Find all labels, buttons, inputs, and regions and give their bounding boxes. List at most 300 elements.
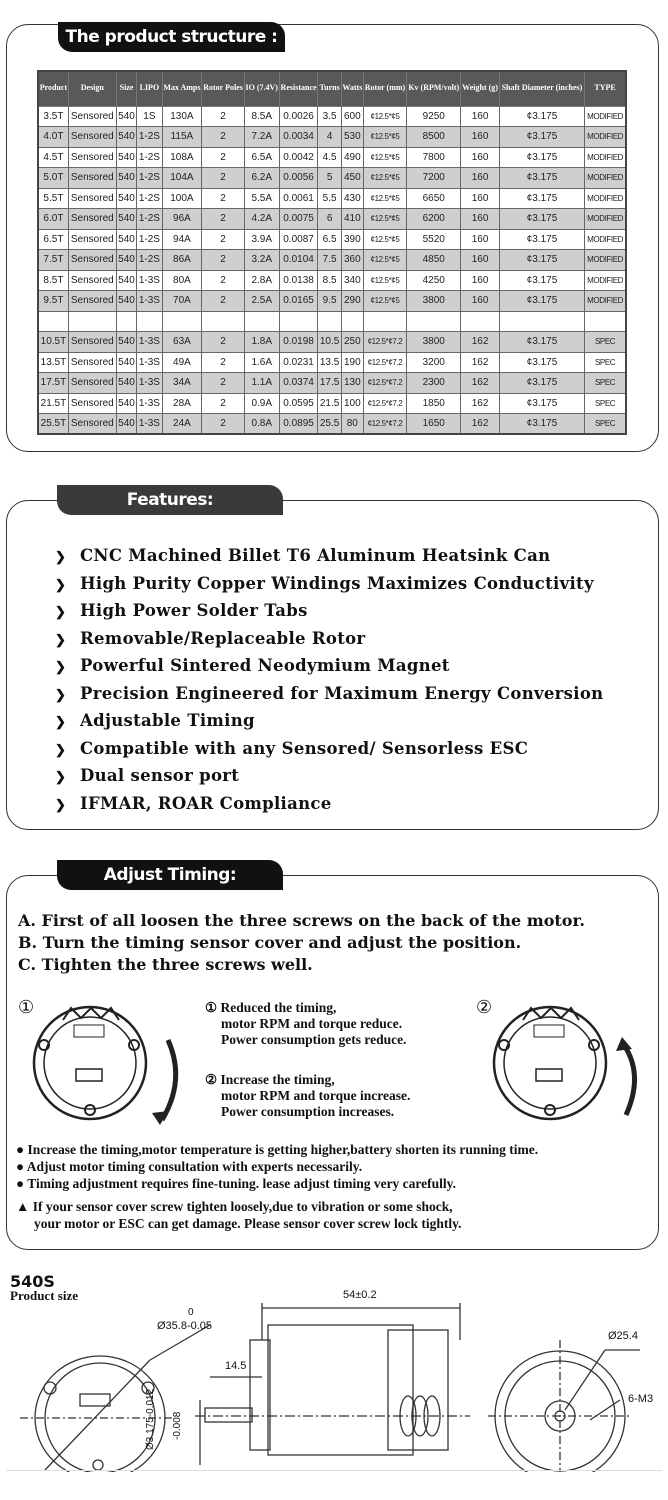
table-cell: 6200 [407, 209, 461, 230]
feature-text: High Power Solder Tabs [80, 601, 308, 620]
table-row [38, 352, 626, 373]
table-cell: ¢12.5*¢5 [363, 168, 406, 189]
table-cell: MODIFIED [585, 291, 626, 312]
model-label: 540S [10, 1272, 55, 1291]
table-cell: 4850 [407, 250, 461, 271]
marker-1: ① [18, 997, 35, 1017]
table-cell: 162 [461, 373, 499, 394]
table-cell: 9.5T [38, 291, 68, 312]
table-cell: 540 [116, 332, 137, 353]
table-cell: ¢3.175 [499, 352, 584, 373]
chevron-right-icon: ❯ [55, 550, 67, 565]
table-cell: 2 [202, 332, 244, 353]
table-cell: 5 [318, 168, 341, 189]
table-cell: MODIFIED [585, 188, 626, 209]
table-cell: 3200 [407, 352, 461, 373]
table-cell: ¢3.175 [499, 229, 584, 250]
table-cell: 1-2S [137, 127, 162, 148]
table-cell: ¢3.175 [499, 209, 584, 230]
table-cell: 8500 [407, 127, 461, 148]
table-header [38, 71, 626, 106]
table-cell: 5520 [407, 229, 461, 250]
table-cell: 1850 [407, 393, 461, 414]
table-cell: 0.0104 [279, 250, 318, 271]
column-header: Turns [318, 71, 341, 106]
table-cell: 540 [116, 270, 137, 291]
table-cell: SPEC [585, 373, 626, 394]
reduce-line-1: ① Reduced the timing, [205, 1000, 337, 1015]
column-header: TYPE [585, 71, 626, 106]
table-cell: ¢12.5*¢5 [363, 188, 406, 209]
table-cell: 162 [461, 393, 499, 414]
table-cell: 21.5 [318, 393, 341, 414]
table-cell: 6650 [407, 188, 461, 209]
table-cell: 28A [162, 393, 202, 414]
bottom-divider [6, 1470, 662, 1471]
table-cell: Sensored [68, 106, 116, 127]
table-cell: 162 [461, 414, 499, 435]
table-cell: 80A [162, 270, 202, 291]
table-cell: 162 [461, 332, 499, 353]
table-row [38, 209, 626, 230]
table-cell: MODIFIED [585, 147, 626, 168]
column-header: Max Amps [162, 71, 202, 106]
table-cell: 3800 [407, 291, 461, 312]
column-header: Watts [341, 71, 363, 106]
table-cell: 0.0895 [279, 414, 318, 435]
table-cell: 0.0042 [279, 147, 318, 168]
table-cell: ¢3.175 [499, 127, 584, 148]
table-cell: ¢12.5*¢7.2 [363, 352, 406, 373]
column-header: Product [38, 71, 68, 106]
table-cell: 0.0198 [279, 332, 318, 353]
table-row [38, 147, 626, 168]
dim-shaft-tol: -0.008 [172, 1411, 183, 1440]
table-cell: 6.5T [38, 229, 68, 250]
table-cell: 540 [116, 147, 137, 168]
table-cell: Sensored [68, 229, 116, 250]
reduce-line-2: motor RPM and torque reduce. [221, 1016, 403, 1031]
feature-item [55, 794, 332, 813]
motor-rear-reduce-illustration [28, 995, 188, 1125]
table-cell: ¢12.5*¢5 [363, 250, 406, 271]
table-cell: 430 [341, 188, 363, 209]
note-1: ● Increase the timing,motor temperature is getting higher,battery shorten its running time. [16, 1142, 539, 1157]
column-header: Weight (g) [461, 71, 499, 106]
table-cell: 2 [202, 250, 244, 271]
table-cell: 1S [137, 106, 162, 127]
table-cell: 115A [162, 127, 202, 148]
table-cell: Sensored [68, 373, 116, 394]
table-cell: 0.0165 [279, 291, 318, 312]
table-cell: ¢12.5*¢5 [363, 291, 406, 312]
table-cell: MODIFIED [585, 106, 626, 127]
table-cell: Sensored [68, 332, 116, 353]
table-cell: 4 [318, 127, 341, 148]
table-cell [407, 311, 461, 332]
table-cell: 1-2S [137, 250, 162, 271]
table-cell: 390 [341, 229, 363, 250]
column-header: Size [116, 71, 137, 106]
column-header: Rotor Poles [202, 71, 244, 106]
adjust-timing-title: Adjust Timing: [57, 860, 283, 890]
table-cell: 8.5T [38, 270, 68, 291]
reduce-line-3: Power consumption gets reduce. [221, 1032, 407, 1047]
table-cell: 0.0087 [279, 229, 318, 250]
feature-text: Powerful Sintered Neodymium Magnet [80, 656, 450, 675]
table-cell: 1650 [407, 414, 461, 435]
table-cell: ¢3.175 [499, 291, 584, 312]
table-cell: 13.5 [318, 352, 341, 373]
table-cell: 1.8A [244, 332, 279, 353]
table-cell: 0.0026 [279, 106, 318, 127]
table-cell: 4.0T [38, 127, 68, 148]
product-size-label: Product size [10, 1288, 78, 1303]
table-cell: ¢3.175 [499, 168, 584, 189]
table-cell: ¢12.5*¢5 [363, 106, 406, 127]
table-cell: 4.2A [244, 209, 279, 230]
table-cell: MODIFIED [585, 270, 626, 291]
table-cell: ¢12.5*¢7.2 [363, 373, 406, 394]
table-cell: 0.0138 [279, 270, 318, 291]
table-cell: 6 [318, 209, 341, 230]
table-cell: ¢12.5*¢5 [363, 127, 406, 148]
table-cell: 340 [341, 270, 363, 291]
table-cell: 540 [116, 168, 137, 189]
feature-item [55, 574, 594, 593]
dim-outer-tol: 0 [188, 1307, 194, 1318]
table-cell: 3.5T [38, 106, 68, 127]
table-cell: 70A [162, 291, 202, 312]
table-cell: 2 [202, 373, 244, 394]
table-cell: 540 [116, 188, 137, 209]
warning-note-2: your motor or ESC can get damage. Please sensor cover screw lock tightly. [34, 1216, 462, 1231]
table-cell: 160 [461, 270, 499, 291]
table-cell: SPEC [585, 352, 626, 373]
table-cell: 34A [162, 373, 202, 394]
table-cell: 7200 [407, 168, 461, 189]
table-cell: 130 [341, 373, 363, 394]
table-cell: 540 [116, 352, 137, 373]
table-cell [137, 311, 162, 332]
table-cell: ¢12.5*¢7.2 [363, 414, 406, 435]
column-header: IO (7.4V) [244, 71, 279, 106]
column-header: LIPO [137, 71, 162, 106]
dimension-drawing [0, 1300, 668, 1472]
table-cell: 7800 [407, 147, 461, 168]
table-cell: ¢3.175 [499, 393, 584, 414]
table-row [38, 106, 626, 127]
table-cell: 2300 [407, 373, 461, 394]
table-cell: MODIFIED [585, 127, 626, 148]
table-cell: 2 [202, 168, 244, 189]
chevron-right-icon: ❯ [55, 660, 67, 675]
dim-shaft-length: 14.5 [225, 1360, 247, 1372]
column-header: Rotor (mm) [363, 71, 406, 106]
increase-line-3: Power consumption increases. [221, 1104, 395, 1119]
table-cell: ¢3.175 [499, 414, 584, 435]
chevron-right-icon: ❯ [55, 742, 67, 758]
table-cell: Sensored [68, 270, 116, 291]
table-cell: 9250 [407, 106, 461, 127]
table-cell: 160 [461, 209, 499, 230]
table-cell: 1.6A [244, 352, 279, 373]
table-cell: 162 [461, 352, 499, 373]
table-row [38, 188, 626, 209]
table-cell: 2 [202, 147, 244, 168]
table-cell: 1-3S [137, 414, 162, 435]
table-cell: 1-3S [137, 332, 162, 353]
table-cell: 1-2S [137, 168, 162, 189]
table-cell: 1-2S [137, 188, 162, 209]
table-cell: 2 [202, 229, 244, 250]
table-cell: ¢3.175 [499, 188, 584, 209]
table-cell: 540 [116, 127, 137, 148]
table-cell: 600 [341, 106, 363, 127]
table-row [38, 291, 626, 312]
table-cell: Sensored [68, 188, 116, 209]
table-cell: 4.5T [38, 147, 68, 168]
table-cell: 2 [202, 209, 244, 230]
chevron-right-icon: ❯ [55, 770, 67, 785]
table-cell: 160 [461, 106, 499, 127]
table-cell: 2 [202, 414, 244, 435]
step-b: B. Turn the timing sensor cover and adjust the position. [18, 933, 522, 952]
table-cell: 6.5 [318, 229, 341, 250]
table-cell: 0.9A [244, 393, 279, 414]
feature-item [55, 656, 450, 675]
table-cell: 10.5T [38, 332, 68, 353]
table-cell: 96A [162, 209, 202, 230]
chevron-right-icon: ❯ [55, 797, 67, 813]
table-cell [585, 311, 626, 332]
note-3: ● Timing adjustment requires fine-tuning. lease adjust timing very carefully. [16, 1176, 457, 1191]
table-cell: 5.0T [38, 168, 68, 189]
table-cell: 0.0075 [279, 209, 318, 230]
note-2: ● Adjust motor timing consultation with experts necessarily. [16, 1159, 363, 1174]
dim-length: 54±0.2 [343, 1289, 377, 1301]
table-cell: 10.5 [318, 332, 341, 353]
table-cell: 5.5T [38, 188, 68, 209]
dim-shaft: Ø3.175-0.012 [145, 1388, 156, 1450]
table-cell: 1-3S [137, 291, 162, 312]
feature-text: High Purity Copper Windings Maximizes Conductivity [80, 573, 594, 593]
table-cell: 450 [341, 168, 363, 189]
table-row [38, 229, 626, 250]
table-cell: 2 [202, 270, 244, 291]
table-cell: 0.0595 [279, 393, 318, 414]
table-cell: ¢12.5*¢5 [363, 209, 406, 230]
table-cell: 160 [461, 229, 499, 250]
table-cell: 2 [202, 188, 244, 209]
table-cell: 0.0034 [279, 127, 318, 148]
reduce-timing-text [205, 1000, 407, 1048]
table-row [38, 250, 626, 271]
feature-text: IFMAR, ROAR Compliance [80, 793, 332, 813]
table-cell: 160 [461, 168, 499, 189]
marker-2: ② [476, 997, 493, 1017]
table-cell: 1-2S [137, 229, 162, 250]
table-row [38, 127, 626, 148]
table-row [38, 270, 626, 291]
table-cell: 0.0374 [279, 373, 318, 394]
feature-item [55, 684, 603, 703]
table-cell: 130A [162, 106, 202, 127]
table-cell: 80 [341, 414, 363, 435]
step-c: C. Tighten the three screws well. [18, 955, 313, 974]
feature-item [55, 546, 550, 565]
table-cell: 2.8A [244, 270, 279, 291]
table-cell: SPEC [585, 332, 626, 353]
table-cell: 104A [162, 168, 202, 189]
dim-outer: Ø35.8-0.05 [157, 1320, 213, 1332]
table-cell: 1-3S [137, 373, 162, 394]
table-cell: 160 [461, 188, 499, 209]
table-cell: 190 [341, 352, 363, 373]
table-cell: 360 [341, 250, 363, 271]
table-cell: 17.5 [318, 373, 341, 394]
table-cell: 2.5A [244, 291, 279, 312]
table-cell: SPEC [585, 414, 626, 435]
table-cell: MODIFIED [585, 209, 626, 230]
table-cell: 3800 [407, 332, 461, 353]
product-structure-title: The product structure : [58, 22, 285, 52]
table-cell: 0.0056 [279, 168, 318, 189]
table-cell: 17.5T [38, 373, 68, 394]
table-cell: MODIFIED [585, 168, 626, 189]
table-cell [279, 311, 318, 332]
motor-rear-increase-illustration [488, 995, 648, 1125]
table-cell: ¢3.175 [499, 106, 584, 127]
warning-note: ▲ If your sensor cover screw tighten loosely,due to vibration or some shock, [16, 1199, 453, 1214]
table-cell: 540 [116, 291, 137, 312]
table-cell [68, 311, 116, 332]
table-cell: 160 [461, 147, 499, 168]
table-cell: 290 [341, 291, 363, 312]
feature-text: Precision Engineered for Maximum Energy Conversion [80, 683, 604, 703]
table-cell: ¢12.5*¢7.2 [363, 393, 406, 414]
table-cell: Sensored [68, 168, 116, 189]
feature-item [55, 601, 308, 620]
table-cell [363, 311, 406, 332]
table-cell: Sensored [68, 127, 116, 148]
table-cell: 94A [162, 229, 202, 250]
table-cell: Sensored [68, 414, 116, 435]
table-row [38, 311, 626, 332]
table-cell [244, 311, 279, 332]
feature-text: Dual sensor port [80, 766, 240, 785]
table-cell: 9.5 [318, 291, 341, 312]
table-cell: 3.9A [244, 229, 279, 250]
table-cell: ¢12.5*¢7.2 [363, 332, 406, 353]
table-row [38, 373, 626, 394]
table-cell: 2 [202, 393, 244, 414]
table-cell: 160 [461, 250, 499, 271]
table-cell [202, 311, 244, 332]
table-cell: MODIFIED [585, 229, 626, 250]
table-cell: 3.5 [318, 106, 341, 127]
table-cell: 6.2A [244, 168, 279, 189]
table-cell: ¢3.175 [499, 250, 584, 271]
table-cell: 6.0T [38, 209, 68, 230]
table-cell: 1-3S [137, 393, 162, 414]
table-cell: 1-3S [137, 270, 162, 291]
table-cell: 25.5 [318, 414, 341, 435]
table-cell [341, 311, 363, 332]
feature-item [55, 629, 365, 648]
table-cell: 0.8A [244, 414, 279, 435]
table-cell [318, 311, 341, 332]
table-cell: 540 [116, 373, 137, 394]
chevron-right-icon: ❯ [55, 687, 67, 703]
table-cell: ¢12.5*¢5 [363, 270, 406, 291]
table-cell: Sensored [68, 291, 116, 312]
table-cell: 21.5T [38, 393, 68, 414]
increase-line-2: motor RPM and torque increase. [221, 1088, 411, 1103]
table-cell: 86A [162, 250, 202, 271]
table-cell: 8.5A [244, 106, 279, 127]
table-cell: 540 [116, 250, 137, 271]
table-cell: 108A [162, 147, 202, 168]
table-cell: 540 [116, 393, 137, 414]
table-cell: 160 [461, 291, 499, 312]
table-cell: 1-2S [137, 209, 162, 230]
table-cell: Sensored [68, 147, 116, 168]
table-cell [461, 311, 499, 332]
column-header: Kv (RPM/volt) [407, 71, 461, 106]
table-cell: MODIFIED [585, 250, 626, 271]
table-cell: ¢3.175 [499, 270, 584, 291]
table-cell: Sensored [68, 250, 116, 271]
table-cell: 13.5T [38, 352, 68, 373]
chevron-right-icon: ❯ [55, 632, 67, 648]
table-cell [116, 311, 137, 332]
table-cell [38, 311, 68, 332]
step-a: A. First of all loosen the three screws on the back of the motor. [18, 911, 585, 930]
table-cell: 4.5 [318, 147, 341, 168]
table-cell: 6.5A [244, 147, 279, 168]
table-cell [499, 311, 584, 332]
table-row [38, 414, 626, 435]
table-cell: 0.0061 [279, 188, 318, 209]
table-cell: 540 [116, 209, 137, 230]
table-cell: 24A [162, 414, 202, 435]
table-cell: 7.2A [244, 127, 279, 148]
table-cell: 410 [341, 209, 363, 230]
table-cell: 63A [162, 332, 202, 353]
table-cell: 540 [116, 229, 137, 250]
table-cell: Sensored [68, 209, 116, 230]
feature-text: Compatible with any Sensored/ Sensorless ESC [80, 738, 529, 758]
increase-line-1: ② Increase the timing, [205, 1072, 335, 1087]
table-row [38, 168, 626, 189]
column-header: Resistance [279, 71, 318, 106]
feature-item [55, 766, 239, 785]
table-cell: 2 [202, 127, 244, 148]
table-cell: 7.5T [38, 250, 68, 271]
table-cell: ¢3.175 [499, 147, 584, 168]
table-cell: 2 [202, 352, 244, 373]
table-cell: 540 [116, 414, 137, 435]
table-cell: 5.5A [244, 188, 279, 209]
table-cell: 1-2S [137, 147, 162, 168]
table-cell: Sensored [68, 393, 116, 414]
table-cell: 49A [162, 352, 202, 373]
feature-text: CNC Machined Billet T6 Aluminum Heatsink Can [80, 546, 551, 565]
dim-bolt-circle: Ø25.4 [608, 1330, 638, 1342]
feature-text: Removable/Replaceable Rotor [80, 628, 366, 648]
table-cell: ¢3.175 [499, 373, 584, 394]
